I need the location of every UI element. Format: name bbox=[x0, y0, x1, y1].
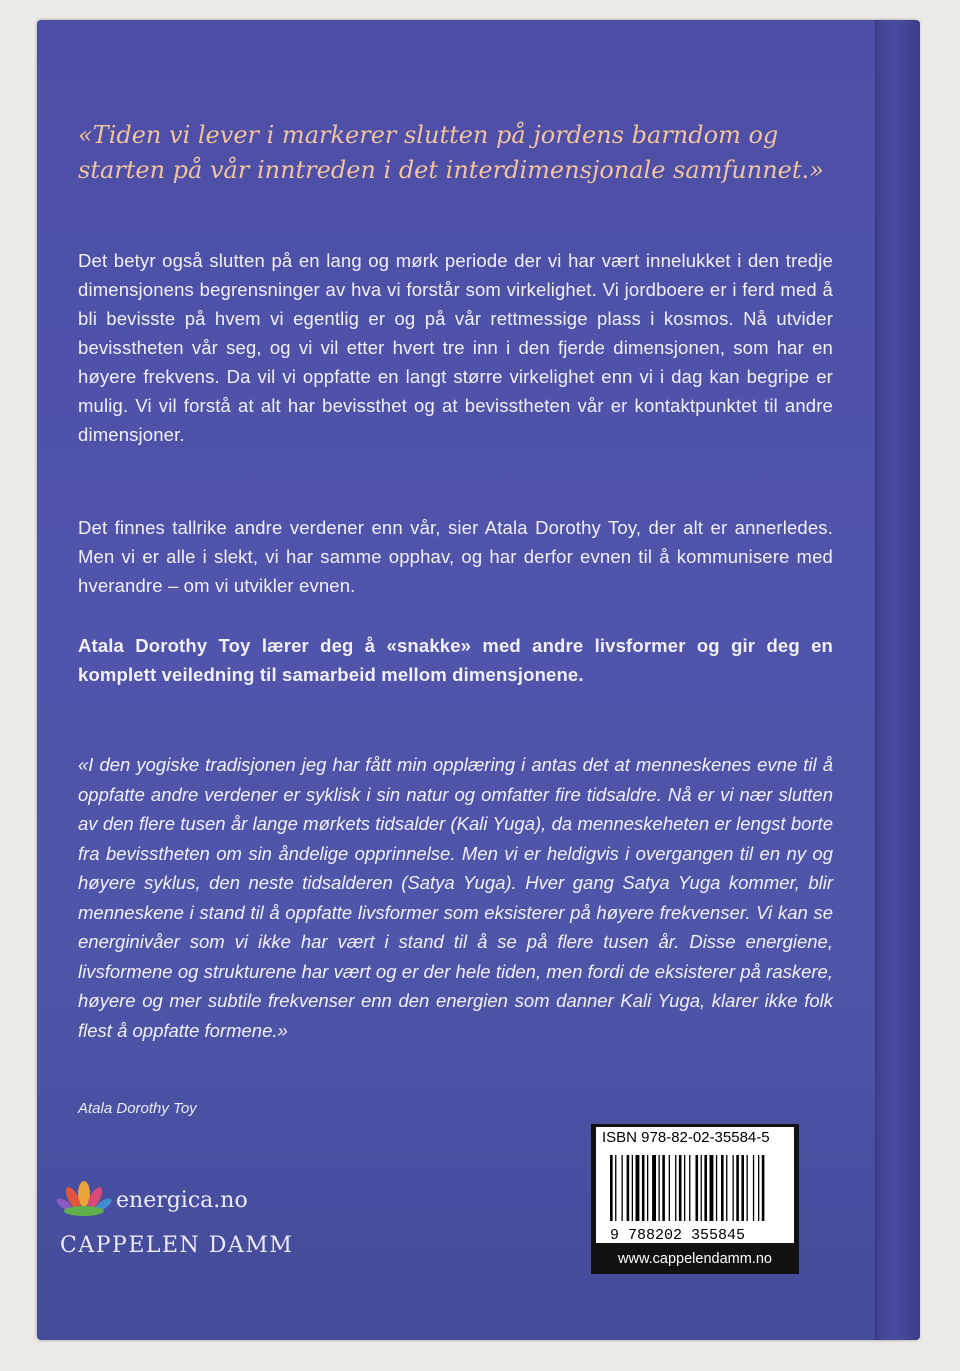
barcode-bar bbox=[627, 1155, 630, 1221]
barcode-bar bbox=[721, 1155, 724, 1221]
barcode-bar bbox=[684, 1155, 685, 1221]
barcode-bar bbox=[642, 1155, 645, 1221]
publisher-name: CAPPELEN DAMM bbox=[60, 1233, 294, 1258]
barcode-bar bbox=[652, 1155, 656, 1221]
barcode-bar bbox=[696, 1155, 699, 1221]
publisher-website: www.cappelendamm.no bbox=[618, 1251, 772, 1267]
energica-logo bbox=[56, 1178, 286, 1228]
barcode-bar bbox=[636, 1155, 640, 1221]
barcode-bar bbox=[710, 1155, 714, 1221]
barcode-bar bbox=[736, 1155, 739, 1221]
barcode-bar bbox=[675, 1155, 676, 1221]
barcode-bar bbox=[758, 1155, 759, 1221]
barcode-bar bbox=[716, 1155, 717, 1221]
body-paragraph-2: Det finnes tallrike andre verdener enn vår, sier Atala Dorothy Toy, der alt er annerledes. Men vi er alle i slekt, vi har samme opphav, og har derfor evnen til å kommunisere med hverandre – om vi utvikler evnen. bbox=[78, 517, 833, 596]
barcode-bar bbox=[741, 1155, 744, 1221]
barcode-bar bbox=[762, 1155, 765, 1221]
energica-label: energica.no bbox=[116, 1188, 248, 1213]
headline-quote: «Tiden vi lever i markerer slutten på jordens barndom og starten på vår inntreden i det interdimensjonale samfunnet.» bbox=[78, 121, 824, 184]
quote-author: Atala Dorothy Toy bbox=[78, 1100, 197, 1117]
barcode-bar bbox=[659, 1155, 660, 1221]
barcode-bar bbox=[726, 1155, 727, 1221]
barcode-bar bbox=[632, 1155, 633, 1221]
barcode-bar bbox=[747, 1155, 748, 1221]
barcode-bar bbox=[679, 1155, 682, 1221]
book-spine bbox=[875, 20, 920, 1340]
barcode-bars bbox=[596, 1149, 794, 1243]
body-paragraph-1: Det betyr også slutten på en lang og mørk periode der vi har vært innelukket i den tredje dimensjonens begrensninger av hva vi forstår som virkelighet. Vi jordboere er i ferd med å bli bevisste på hvem vi egentlig er og på vår rettmessige plass i kosmos. Nå utvider bevisstheten vår seg, og vi vil etter hvert tre inn i den fjerde dimensjonen, som har en høyere frekvens. Da vil vi oppfatte en langt større virkelighet enn vi i dag kan begripe er mulig. Vi vil forstå at alt har bevissthet og at bevisstheten vår er kontaktpunktet til andre dimensjoner. bbox=[78, 250, 833, 445]
barcode-bar bbox=[647, 1155, 648, 1221]
barcode-bar bbox=[610, 1155, 613, 1221]
barcode-bar bbox=[733, 1155, 734, 1221]
barcode-bar bbox=[669, 1155, 670, 1221]
barcode-bar bbox=[662, 1155, 665, 1221]
author-quote: «I den yogiske tradisjonen jeg har fått min opplæring i antas det at menneskenes evne til å oppfatte andre verdener er syklisk i sin natur og omfatter fire tidsaldre. Nå er vi nær slutten av den flere tusen år lange mørkets tidsalder (Kali Yuga), da menneskeheten er lengst borte fra bevisstheten om sin åndelige opprinnelse. Men vi er heldigvis i overgangen til en ny og høyere syklus, den neste tidsalderen (Satya Yuga). Hver gang Satya Yuga kommer, blir menneskene i stand til å oppfatte livsformer som eksisterer på høyere frekvenser. Vi kan se energinivåer som vi ikke har vært i stand til å se på flere tusen år. Disse energiene, livsformene og strukturene har vært og er der hele tiden, men fordi de eksisterer på raskere, høyere og mer subtile frekvenser enn den energien som danner Kali Yuga, klarer ikke folk flest å oppfatte formene.» bbox=[78, 754, 833, 1041]
lotus-flower-icon bbox=[56, 1178, 112, 1222]
body-paragraph-bold: Atala Dorothy Toy lærer deg å «snakke» med andre livsformer og gir deg en komplett veiledning til samarbeid mellom dimensjonene. bbox=[78, 635, 833, 685]
isbn-label: ISBN 978-82-02-35584-5 bbox=[596, 1127, 794, 1149]
barcode-bar bbox=[704, 1155, 707, 1221]
barcode-bar bbox=[615, 1155, 616, 1221]
barcode-bar bbox=[689, 1155, 690, 1221]
barcode-bar bbox=[701, 1155, 702, 1221]
barcode-bar bbox=[753, 1155, 754, 1221]
barcode-digits: 9 788202 355845 bbox=[610, 1227, 746, 1243]
barcode-bar bbox=[622, 1155, 623, 1221]
barcode bbox=[596, 1149, 794, 1243]
